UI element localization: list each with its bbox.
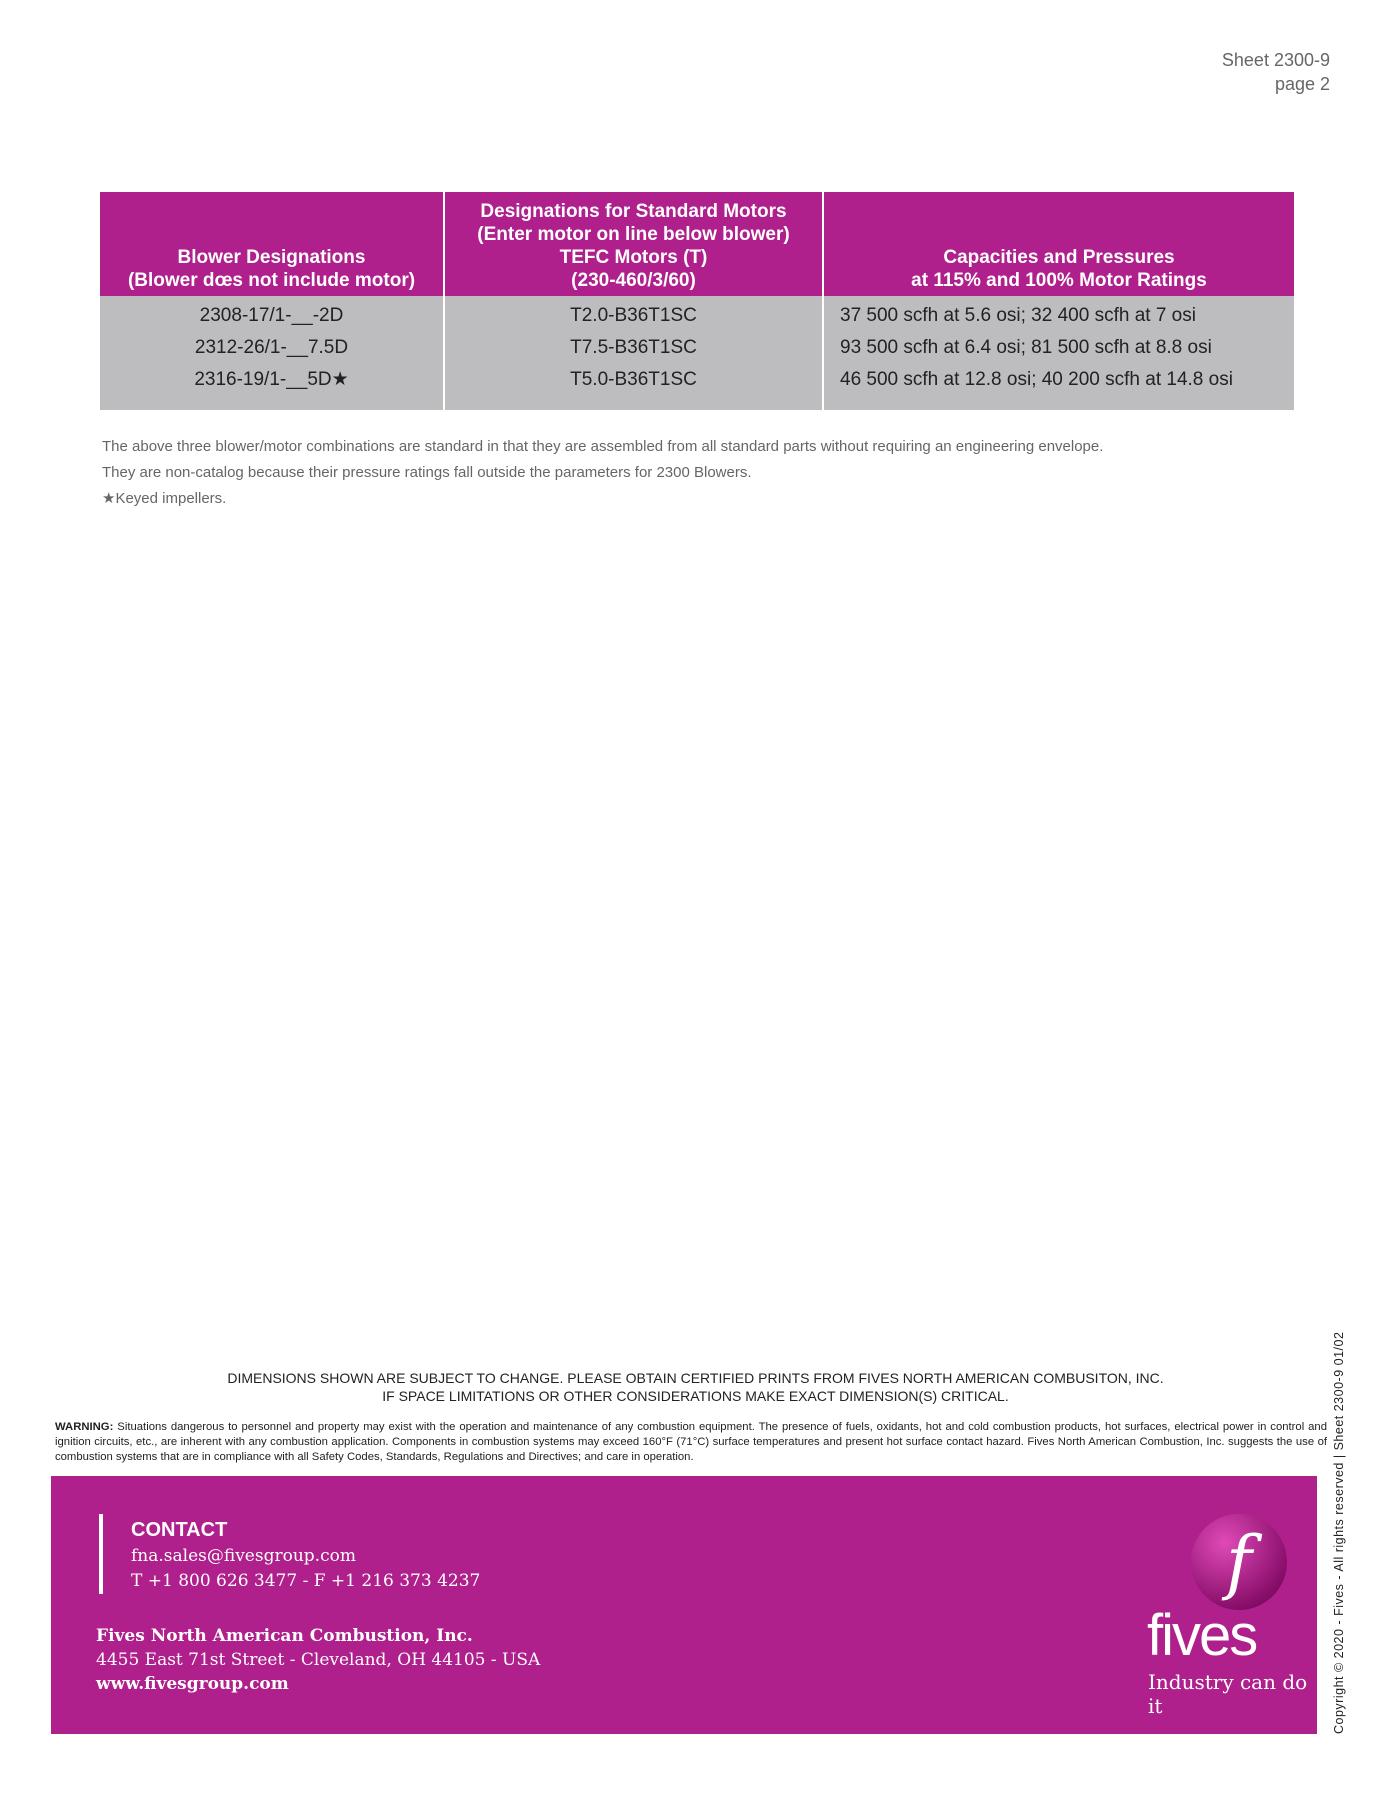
note: They are non-catalog because their pressure ratings fall outside the parameters for 2300 Blowers. (102, 464, 752, 481)
company-address: 4455 East 71st Street - Cleveland, OH 44105 - USA (96, 1650, 541, 1670)
company-name: Fives North American Combustion, Inc. (96, 1626, 473, 1646)
note: ★Keyed impellers. (102, 490, 227, 507)
header-motor: Designations for Standard Motors (Enter motor on line below blower) TEFC Motors (T) (230-460/3/60) (444, 192, 823, 296)
tagline: Industry can do it (1148, 1670, 1308, 1718)
motor-cell: T7.5-B36T1SC (444, 332, 823, 364)
sheet-number: Sheet 2300-9 (1221, 50, 1330, 70)
sheet-info (1222, 48, 1330, 96)
table-row (100, 296, 1294, 332)
copyright-vertical: Copyright © 2020 - Fives - All rights reserved | Sheet 2300-9 01/02 (1332, 1331, 1346, 1734)
capacity-cell: 46 500 scfh at 12.8 osi; 40 200 scfh at 14.8 osi (823, 364, 1294, 410)
motor-cell: T5.0-B36T1SC (444, 364, 823, 410)
dimensions-disclaimer: DIMENSIONS SHOWN ARE SUBJECT TO CHANGE. PLEASE OBTAIN CERTIFIED PRINTS FROM FIVES NORTH AMERICAN COMBUSITON, INC. IF SPACE LIMITATIONS OR OTHER CONSIDERATIONS MAKE EXACT DIMENSION(S) CRITICAL. (227, 1370, 1164, 1404)
blower-motor-table (100, 192, 1294, 410)
page-number: page 2 (1274, 74, 1330, 94)
contact-divider (99, 1514, 103, 1594)
note: The above three blower/motor combinations are standard in that they are assembled from all standard parts without requiring an engineering envelope. (102, 438, 1104, 455)
table-row (100, 332, 1294, 364)
blower-cell: 2312-26/1-__7.5D (100, 332, 444, 364)
contact-phone: T +1 800 626 3477 - F +1 216 373 4237 (131, 1571, 481, 1591)
table-row (100, 364, 1294, 410)
header-blower: Blower Designations (Blower dœs not include motor) (100, 192, 444, 296)
blower-cell: 2308-17/1-__-2D (100, 296, 444, 332)
fives-logo-icon: f (1191, 1514, 1287, 1610)
contact-heading: CONTACT (131, 1519, 228, 1541)
contact-block (131, 1516, 480, 1594)
motor-cell: T2.0-B36T1SC (444, 296, 823, 332)
warning-text: WARNING: Situations dangerous to personnel and property may exist with the operation and maintenance of any combustion equipment. The presence of fuels, oxidants, hot and cold combustion products, hot surfaces, electrical power in control and ignition circuits, etc., are inherent with any combustion application. Components in combustion systems may exceed 160°F (71°C) surface temperatures and present hot surface contact hazard. Fives North American Combustion, Inc. suggests the use of combustion systems that are in compliance with all Safety Codes, Standards, Regulations and Directives; and care in operation. (55, 1421, 1327, 1463)
contact-email[interactable]: fna.sales@fivesgroup.com (131, 1546, 356, 1566)
table-notes (102, 434, 1103, 512)
company-block (96, 1624, 540, 1696)
capacity-cell: 37 500 scfh at 5.6 osi; 32 400 scfh at 7 osi (823, 296, 1294, 332)
header-capacity: Capacities and Pressures at 115% and 100% Motor Ratings (823, 192, 1294, 296)
fives-wordmark: fives (1147, 1603, 1257, 1668)
capacity-cell: 93 500 scfh at 6.4 osi; 81 500 scfh at 8.8 osi (823, 332, 1294, 364)
blower-cell: 2316-19/1-__5D★ (100, 364, 444, 410)
footer (51, 1476, 1317, 1734)
company-website[interactable]: www.fivesgroup.com (96, 1674, 289, 1694)
